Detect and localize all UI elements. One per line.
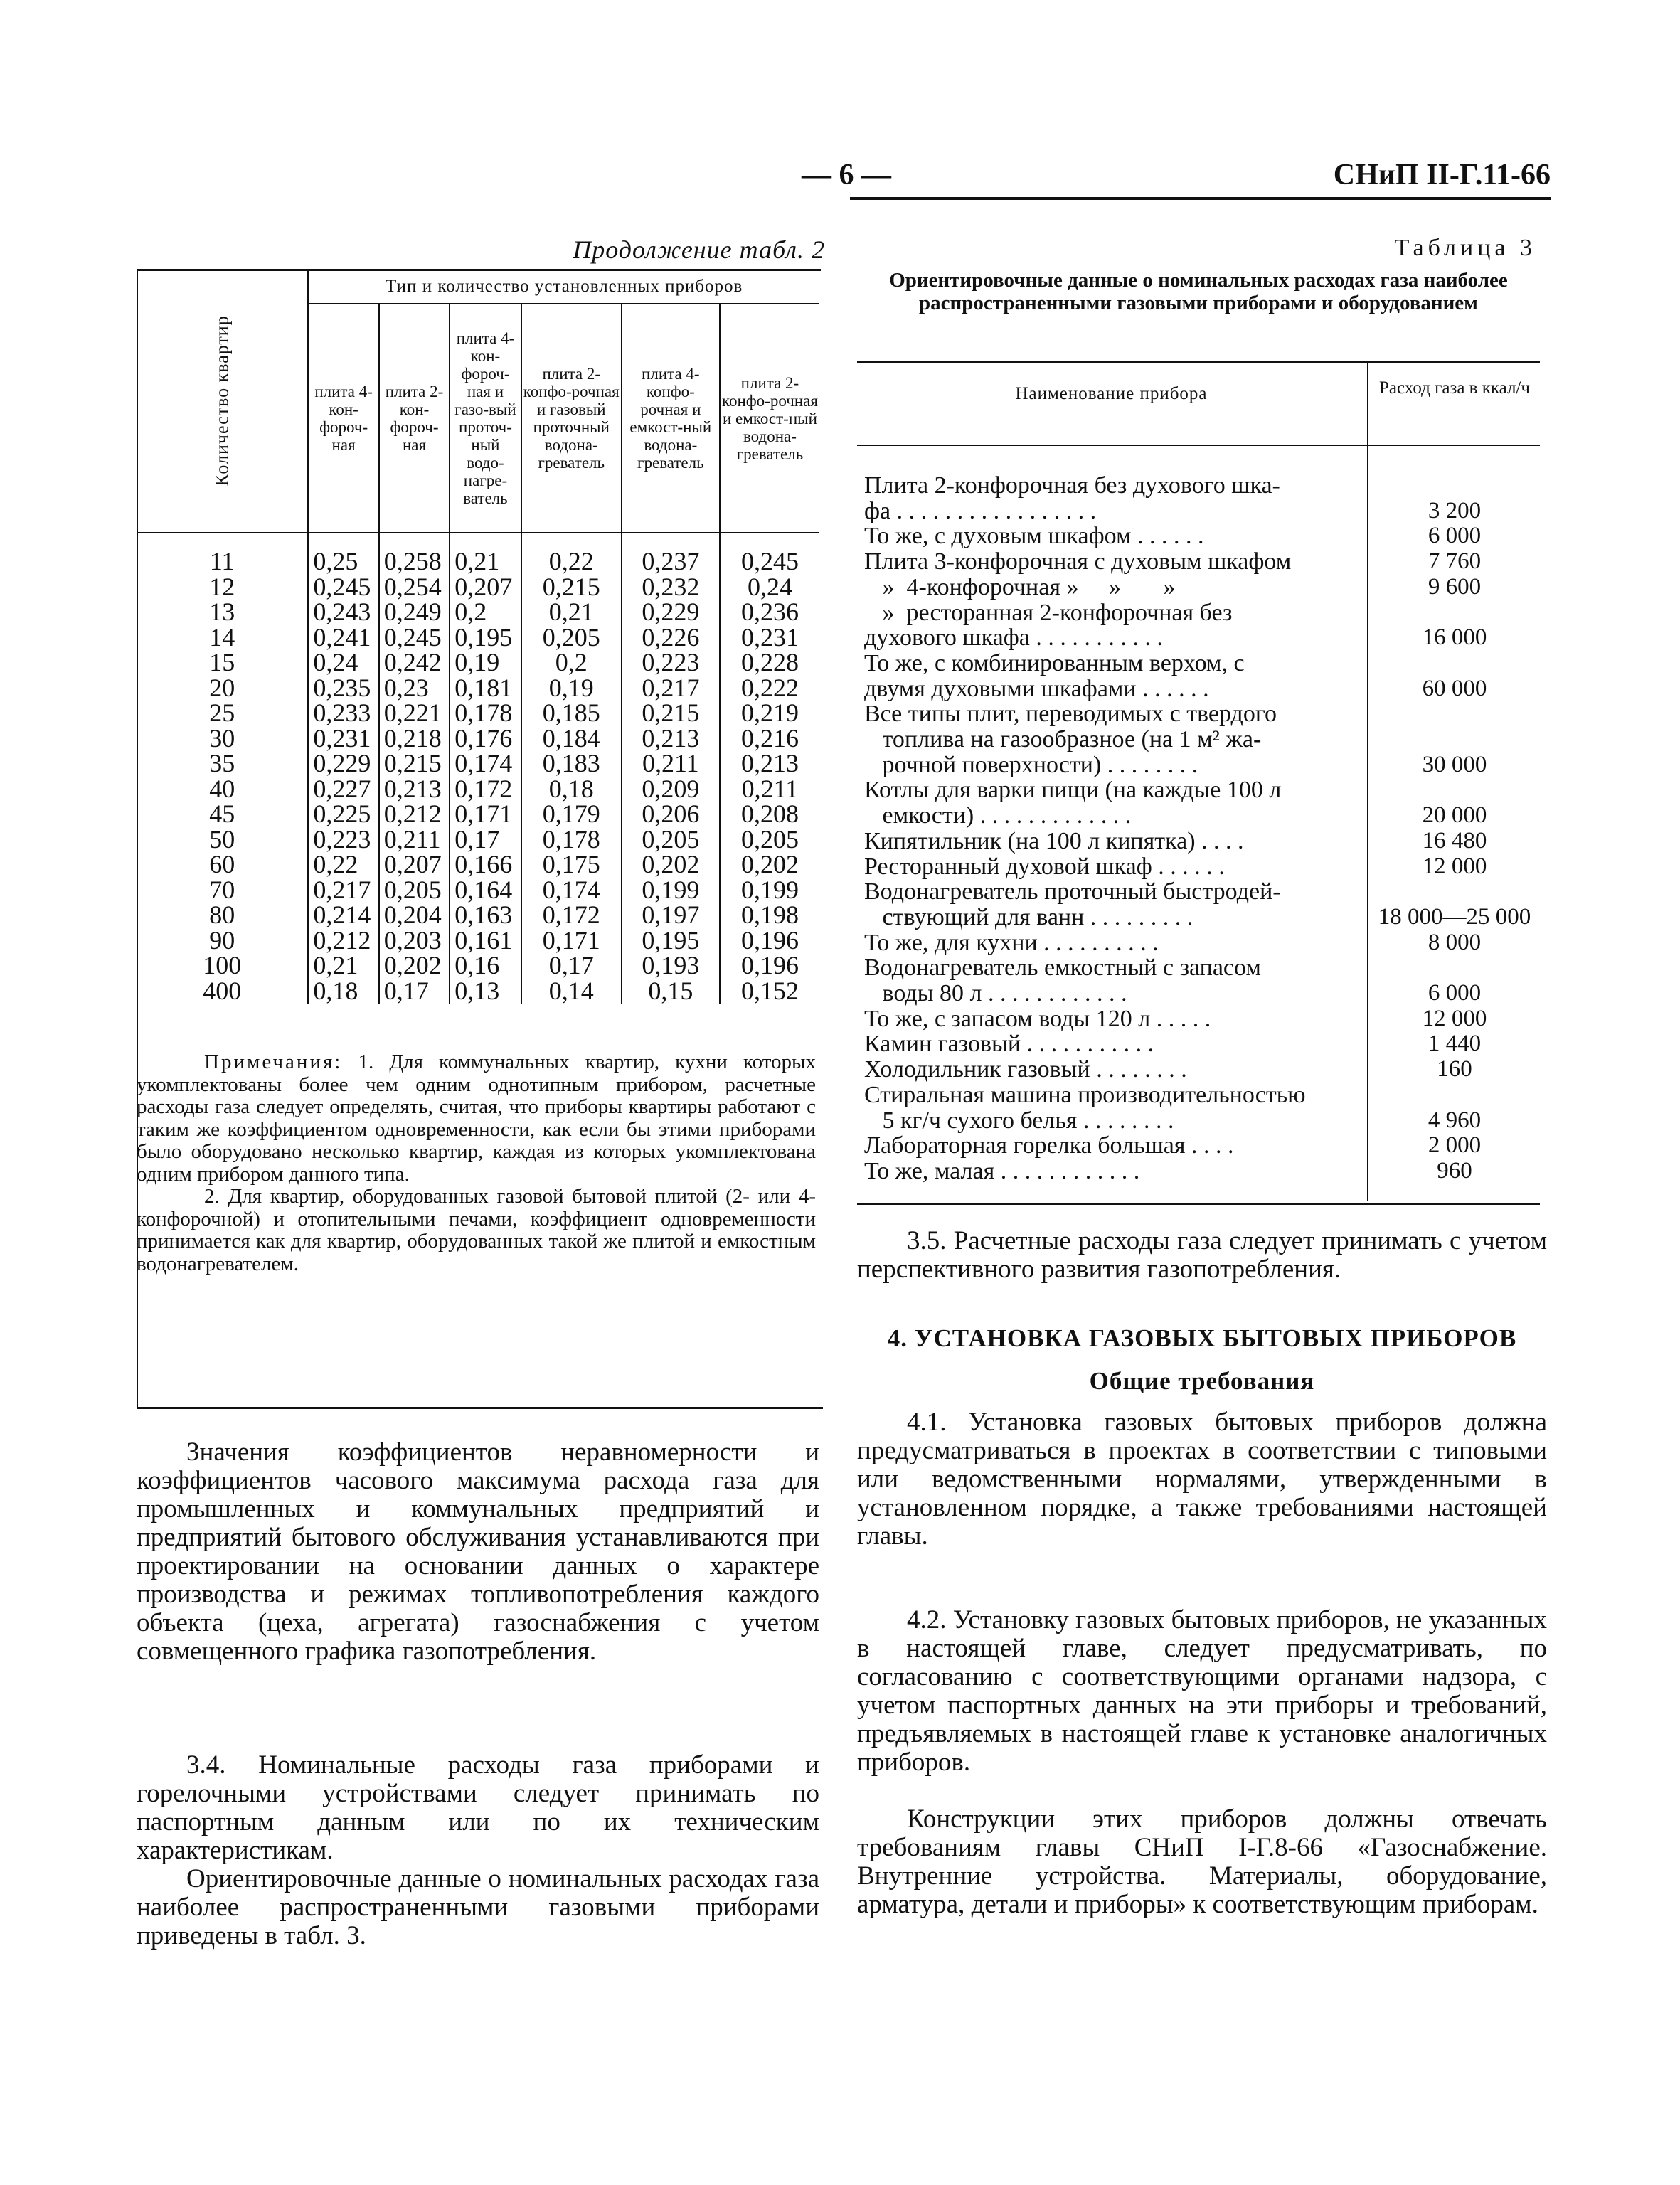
table2-value-cell: 0,161 (450, 928, 521, 954)
table3-value-cell: 30 000 (1422, 751, 1487, 777)
table2-value-cell: 0,241 (308, 625, 378, 651)
table3-name-cell: фа . . . . . . . . . . . . . . . . . (864, 497, 1097, 524)
table2-value-cell: 0,166 (450, 852, 521, 878)
table2-value-cell: 0,22 (308, 852, 378, 878)
table-row (137, 953, 819, 979)
table3-value-cell: 18 000—25 000 (1378, 903, 1531, 930)
table2-qty-cell: 30 (209, 723, 235, 753)
table2-value-cell: 0,24 (720, 575, 819, 600)
notes-label: Примечания: (204, 1051, 343, 1073)
table3-name-cell: ствующий для ванн . . . . . . . . . (864, 903, 1193, 930)
table3-value-cell: 12 000 (1422, 1005, 1487, 1031)
table3-name-cell: Холодильник газовый . . . . . . . . (864, 1056, 1187, 1083)
table2-value-cell: 0,215 (521, 575, 622, 600)
table2-value-cell: 0,249 (379, 600, 450, 625)
table2-value-cell: 0,208 (720, 802, 819, 827)
table2-col-header: плита 4-кон-фороч-ная и газо-вый проточ-ный водо-нагре-ватель (450, 304, 521, 533)
table2-value-cell: 0,21 (450, 533, 521, 575)
page-number: — 6 — (802, 159, 891, 191)
table3-column-divider (1367, 361, 1368, 1201)
table3-name-cell: То же, с комбинированным верхом, с (864, 649, 1245, 676)
table2-value-cell: 0,196 (720, 953, 819, 979)
table2-value-cell: 0,231 (720, 625, 819, 651)
table2-value-cell: 0,215 (379, 751, 450, 777)
table2-value-cell: 0,202 (379, 953, 450, 979)
table3-name-cell: То же, малая . . . . . . . . . . . . (864, 1157, 1140, 1184)
table2-value-cell: 0,24 (308, 650, 378, 676)
table2-value-cell: 0,211 (622, 751, 720, 777)
table2-value-cell: 0,235 (308, 676, 378, 701)
table-row (137, 903, 819, 928)
table3-value-cell: 6 000 (1428, 980, 1482, 1006)
table2-value-cell: 0,174 (450, 751, 521, 777)
header-rule (850, 197, 1551, 200)
table2-value-cell: 0,215 (622, 701, 720, 726)
table2-col-header: плита 2-кон-фороч-ная (379, 304, 450, 533)
table2-value-cell: 0,233 (308, 701, 378, 726)
table2-value-cell: 0,178 (521, 827, 622, 853)
table2-value-cell: 0,185 (521, 701, 622, 726)
table3-name-cell: емкости) . . . . . . . . . . . . . (864, 802, 1132, 829)
table3-name-cell: Камин газовый . . . . . . . . . . . (864, 1031, 1154, 1058)
table3-name-cell: воды 80 л . . . . . . . . . . . . (864, 980, 1127, 1006)
table2-qty-cell: 12 (209, 572, 235, 601)
table3-name-cell: Водонагреватель емкостный с запасом (864, 955, 1261, 982)
table3-value-cell: 1 440 (1428, 1031, 1482, 1057)
paragraph-4-3: Конструкции этих приборов должны отвечать требованиям главы СНиП I-Г.8-66 «Газоснабжение. Внутренние устройства. Материалы, оборудование, арматура, детали и приборы» к соответствующим приборам. (857, 1804, 1547, 1919)
table2-value-cell: 0,178 (450, 701, 521, 726)
table2-value-cell: 0,23 (379, 676, 450, 701)
table2-value-cell: 0,196 (720, 928, 819, 954)
table2-value-cell: 0,213 (720, 751, 819, 777)
table3-name-cell: » 4-конфорочная » » » (864, 573, 1176, 600)
table3-name-cell: духового шкафа . . . . . . . . . . . (864, 624, 1163, 652)
table2-value-cell: 0,242 (379, 650, 450, 676)
table-row (137, 575, 819, 600)
table2-value-cell: 0,223 (622, 650, 720, 676)
table-row (137, 852, 819, 878)
table3-title: Ориентировочные данные о номинальных расходах газа наиболее распространенными газовыми приборами и оборудованием (889, 269, 1508, 314)
table2-value-cell: 0,195 (622, 928, 720, 954)
table2-qty-header: Количество квартир (137, 269, 308, 533)
table2-value-cell: 0,13 (450, 979, 521, 1004)
table3-value-cell: 9 600 (1428, 573, 1482, 600)
table3-name-cell: Водонагреватель проточный быстродей- (864, 878, 1281, 905)
table2-col-header: плита 4-конфо-рочная и емкост-ный водона-греватель (622, 304, 720, 533)
table3-value-cell: 6 000 (1428, 523, 1482, 549)
paragraph-4-1: 4.1. Установка газовых бытовых приборов должна предусматриваться в проектах в соответствии с типовыми или ведомственными нормалями, утвержденными в установленном порядке, а также требованиями настоящей главы. (857, 1408, 1547, 1551)
table2-qty-cell: 80 (209, 900, 235, 929)
table2-value-cell: 0,205 (379, 878, 450, 903)
table2-value-cell: 0,232 (622, 575, 720, 600)
table2-value-cell: 0,204 (379, 903, 450, 928)
table2-value-cell: 0,18 (521, 777, 622, 802)
table2-value-cell: 0,164 (450, 878, 521, 903)
table2-value-cell: 0,213 (379, 777, 450, 802)
table2 (137, 269, 819, 1004)
table3-name-cell: Плита 3-конфорочная с духовым шкафом (864, 548, 1292, 575)
table2-qty-cell: 11 (209, 547, 235, 575)
table2-value-cell: 0,22 (521, 533, 622, 575)
table2-bottom-rule (137, 1407, 823, 1409)
table2-value-cell: 0,17 (521, 953, 622, 979)
table-row (137, 650, 819, 676)
table2-col-header: плита 2-конфо-рочная и емкост-ный водона-греватель (720, 304, 819, 533)
table-row (137, 751, 819, 777)
table3-name-cell: Котлы для варки пищи (на каждые 100 л (864, 777, 1282, 804)
table2-value-cell: 0,226 (622, 625, 720, 651)
table2-qty-cell: 13 (209, 597, 235, 626)
table3-value-cell: 160 (1437, 1056, 1472, 1083)
table2-value-cell: 0,222 (720, 676, 819, 701)
table2-value-cell: 0,223 (308, 827, 378, 853)
table-row (137, 878, 819, 903)
table3-value-cell: 12 000 (1422, 853, 1487, 879)
table2-value-cell: 0,172 (450, 777, 521, 802)
table2-value-cell: 0,171 (450, 802, 521, 827)
table3-col-value-header: Расход газа в ккал/ч (1379, 378, 1530, 398)
table2-value-cell: 0,195 (450, 625, 521, 651)
table2-value-cell: 0,25 (308, 533, 378, 575)
table3-name-cell: Все типы плит, переводимых с твердого (864, 701, 1277, 728)
table2-value-cell: 0,245 (308, 575, 378, 600)
table2-value-cell: 0,227 (308, 777, 378, 802)
table2-qty-cell: 60 (209, 850, 235, 878)
table2-value-cell: 0,236 (720, 600, 819, 625)
table2-value-cell: 0,217 (622, 676, 720, 701)
table3-col-name-header: Наименование прибора (1015, 384, 1208, 403)
table-row (137, 625, 819, 651)
paragraph-3-5: 3.5. Расчетные расходы газа следует принимать с учетом перспективного развития газопотребления. (857, 1226, 1547, 1284)
table2-continuation-label: Продолжение табл. 2 (573, 235, 825, 264)
table2-qty-cell: 45 (209, 799, 235, 828)
table2-value-cell: 0,221 (379, 701, 450, 726)
table2-value-cell: 0,2 (450, 600, 521, 625)
table2-qty-cell: 70 (209, 875, 235, 904)
left-paragraph-1: Значения коэффициентов неравномерности и коэффициентов часового максимума расхода газа для промышленных и коммунальных предприятий и предприятий бытового обслуживания устанавливаются при проектировании на основании данных о характере производства и режимах топливопотребления каждого объекта (цеха, агрегата) газоснабжения с учетом совмещенного графика газопотребления. (137, 1437, 819, 1666)
note-1: 1. Для коммунальных квартир, кухни которых укомплектованы более чем одним однотипным прибором, расчетные расходы газа следует определять, считая, что приборы квартиры работают с таким же коэффициентом одновременности, как если бы этими приборами было оборудовано несколько квартир, каждая из которых укомплектована одним прибором данного типа. (137, 1051, 816, 1186)
table2-col-header: плита 2-конфо-рочная и газовый проточный водона-греватель (521, 304, 622, 533)
table2-value-cell: 0,205 (521, 625, 622, 651)
table2-value-cell: 0,228 (720, 650, 819, 676)
table3-name-cell: » ресторанная 2-конфорочная без (864, 599, 1233, 626)
table3-value-cell: 3 200 (1428, 497, 1482, 523)
table2-value-cell: 0,229 (308, 751, 378, 777)
table2-value-cell: 0,193 (622, 953, 720, 979)
table2-value-cell: 0,174 (521, 878, 622, 903)
table2-value-cell: 0,16 (450, 953, 521, 979)
table-row (137, 726, 819, 752)
table2-value-cell: 0,163 (450, 903, 521, 928)
table2-col-header: плита 4-кон-фороч-ная (308, 304, 378, 533)
table3-name-cell: рочной поверхности) . . . . . . . . (864, 751, 1198, 778)
table2-value-cell: 0,19 (450, 650, 521, 676)
table-row (137, 600, 819, 625)
table2-value-cell: 0,231 (308, 726, 378, 752)
table2-value-cell: 0,216 (720, 726, 819, 752)
table2-group-header: Тип и количество установленных приборов (308, 269, 819, 304)
table2-value-cell: 0,217 (308, 878, 378, 903)
table3-value-cell: 4 960 (1428, 1107, 1482, 1133)
table3-name-cell: То же, с духовым шкафом . . . . . . (864, 523, 1204, 550)
table3-name-cell: Ресторанный духовой шкаф . . . . . . (864, 853, 1225, 880)
table2-value-cell: 0,17 (450, 827, 521, 853)
table2-value-cell: 0,212 (379, 802, 450, 827)
table-row (137, 827, 819, 853)
table2-value-cell: 0,15 (622, 979, 720, 1004)
table2-qty-cell: 400 (203, 976, 242, 1005)
table2-qty-cell: 15 (209, 648, 235, 676)
table2-notes (137, 1051, 816, 1275)
table-row (137, 676, 819, 701)
table2-value-cell: 0,229 (622, 600, 720, 625)
table2-value-cell: 0,202 (622, 852, 720, 878)
table3-value-cell: 7 760 (1428, 548, 1482, 575)
table2-value-cell: 0,199 (622, 878, 720, 903)
table2-value-cell: 0,171 (521, 928, 622, 954)
table2-qty-cell: 20 (209, 673, 235, 702)
table2-value-cell: 0,176 (450, 726, 521, 752)
table2-value-cell: 0,203 (379, 928, 450, 954)
table3-header-rule (857, 445, 1540, 446)
table3-name-cell: двумя духовыми шкафами . . . . . . (864, 675, 1209, 702)
table2-value-cell: 0,219 (720, 701, 819, 726)
table2-value-cell: 0,258 (379, 533, 450, 575)
table2-value-cell: 0,14 (521, 979, 622, 1004)
table3-label: Таблица 3 (1394, 235, 1536, 261)
table2-value-cell: 0,18 (308, 979, 378, 1004)
table3-value-cell: 20 000 (1422, 802, 1487, 829)
table2-value-cell: 0,152 (720, 979, 819, 1004)
table2-value-cell: 0,214 (308, 903, 378, 928)
left-paragraph-3-4: 3.4. Номинальные расходы газа приборами и горелочными устройствами следует принимать по паспортным данным или по их техническим характеристикам. (137, 1750, 819, 1865)
table2-qty-cell: 14 (209, 622, 235, 652)
table3-name-cell: Стиральная машина производительностью (864, 1081, 1306, 1108)
table2-value-cell: 0,225 (308, 802, 378, 827)
table2-value-cell: 0,198 (720, 903, 819, 928)
subsection-title: Общие требования (1089, 1367, 1315, 1395)
table-row (137, 928, 819, 954)
table3-name-cell: Лабораторная горелка большая . . . . (864, 1132, 1234, 1159)
table3-value-cell: 60 000 (1422, 675, 1487, 701)
table2-value-cell: 0,202 (720, 852, 819, 878)
left-paragraph-3: Ориентировочные данные о номинальных расходах газа наиболее распространенными газовыми приборами приведены в табл. 3. (137, 1864, 819, 1950)
table2-value-cell: 0,21 (521, 600, 622, 625)
table-row (137, 777, 819, 802)
table2-value-cell: 0,218 (379, 726, 450, 752)
table3-name-cell: Плита 2-конфорочная без духового шка- (864, 472, 1280, 499)
table2-value-cell: 0,243 (308, 600, 378, 625)
table2-value-cell: 0,205 (720, 827, 819, 853)
table3-name-cell: То же, для кухни . . . . . . . . . . (864, 929, 1159, 956)
table2-value-cell: 0,184 (521, 726, 622, 752)
table-row (137, 701, 819, 726)
table2-value-cell: 0,2 (521, 650, 622, 676)
table2-value-cell: 0,245 (379, 625, 450, 651)
table2-value-cell: 0,209 (622, 777, 720, 802)
table2-value-cell: 0,237 (622, 533, 720, 575)
table2-value-cell: 0,183 (521, 751, 622, 777)
table2-value-cell: 0,205 (622, 827, 720, 853)
table2-value-cell: 0,179 (521, 802, 622, 827)
table2-value-cell: 0,207 (379, 852, 450, 878)
table3-name-cell: топлива на газообразное (на 1 м² жа- (864, 726, 1262, 753)
table2-value-cell: 0,212 (308, 928, 378, 954)
table2-value-cell: 0,19 (521, 676, 622, 701)
table2-value-cell: 0,207 (450, 575, 521, 600)
table2-value-cell: 0,213 (622, 726, 720, 752)
table-row (137, 979, 819, 1004)
table3-name-cell: Кипятильник (на 100 л кипятка) . . . . (864, 827, 1244, 854)
table2-value-cell: 0,245 (720, 533, 819, 575)
document-code: СНиП II-Г.11-66 (1333, 159, 1551, 191)
table2-qty-cell: 40 (209, 774, 235, 803)
table2-qty-cell: 35 (209, 749, 235, 777)
table2-value-cell: 0,199 (720, 878, 819, 903)
table3-value-cell: 8 000 (1428, 929, 1482, 955)
table2-value-cell: 0,181 (450, 676, 521, 701)
table2-value-cell: 0,17 (379, 979, 450, 1004)
table2-value-cell: 0,175 (521, 852, 622, 878)
table3-value-cell: 960 (1437, 1157, 1472, 1184)
table2-qty-cell: 25 (209, 698, 235, 727)
table3-value-cell: 16 000 (1422, 624, 1487, 651)
table2-value-cell: 0,172 (521, 903, 622, 928)
table2-value-cell: 0,21 (308, 953, 378, 979)
note-2: 2. Для квартир, оборудованных газовой бытовой плитой (2- или 4-конфорочной) и отопительными печами, коэффициент одновременности принимается как для квартир, оборудованных такой же плитой и емкостным водонагревателем. (137, 1185, 816, 1275)
table2-qty-cell: 50 (209, 824, 235, 854)
paragraph-4-2: 4.2. Установку газовых бытовых приборов, не указанных в настоящей главе, следует предусматривать, по согласованию с соответствующими органами надзора, с учетом паспортных данных на эти приборы и требований, предъявляемых в настоящей главе к установке аналогичных приборов. (857, 1605, 1547, 1777)
table2-qty-cell: 100 (203, 951, 242, 979)
table2-value-cell: 0,197 (622, 903, 720, 928)
table2-value-cell: 0,254 (379, 575, 450, 600)
table-row (137, 533, 819, 575)
table2-value-cell: 0,211 (379, 827, 450, 853)
table2-value-cell: 0,211 (720, 777, 819, 802)
table2-qty-cell: 90 (209, 925, 235, 955)
section-title: 4. УСТАНОВКА ГАЗОВЫХ БЫТОВЫХ ПРИБОРОВ (887, 1324, 1517, 1352)
table3-value-cell: 2 000 (1428, 1132, 1482, 1159)
table3-value-cell: 16 480 (1422, 827, 1487, 854)
table-row (137, 802, 819, 827)
table3-name-cell: 5 кг/ч сухого белья . . . . . . . . (864, 1107, 1174, 1134)
table2-value-cell: 0,206 (622, 802, 720, 827)
table3-name-cell: То же, с запасом воды 120 л . . . . . (864, 1005, 1211, 1032)
